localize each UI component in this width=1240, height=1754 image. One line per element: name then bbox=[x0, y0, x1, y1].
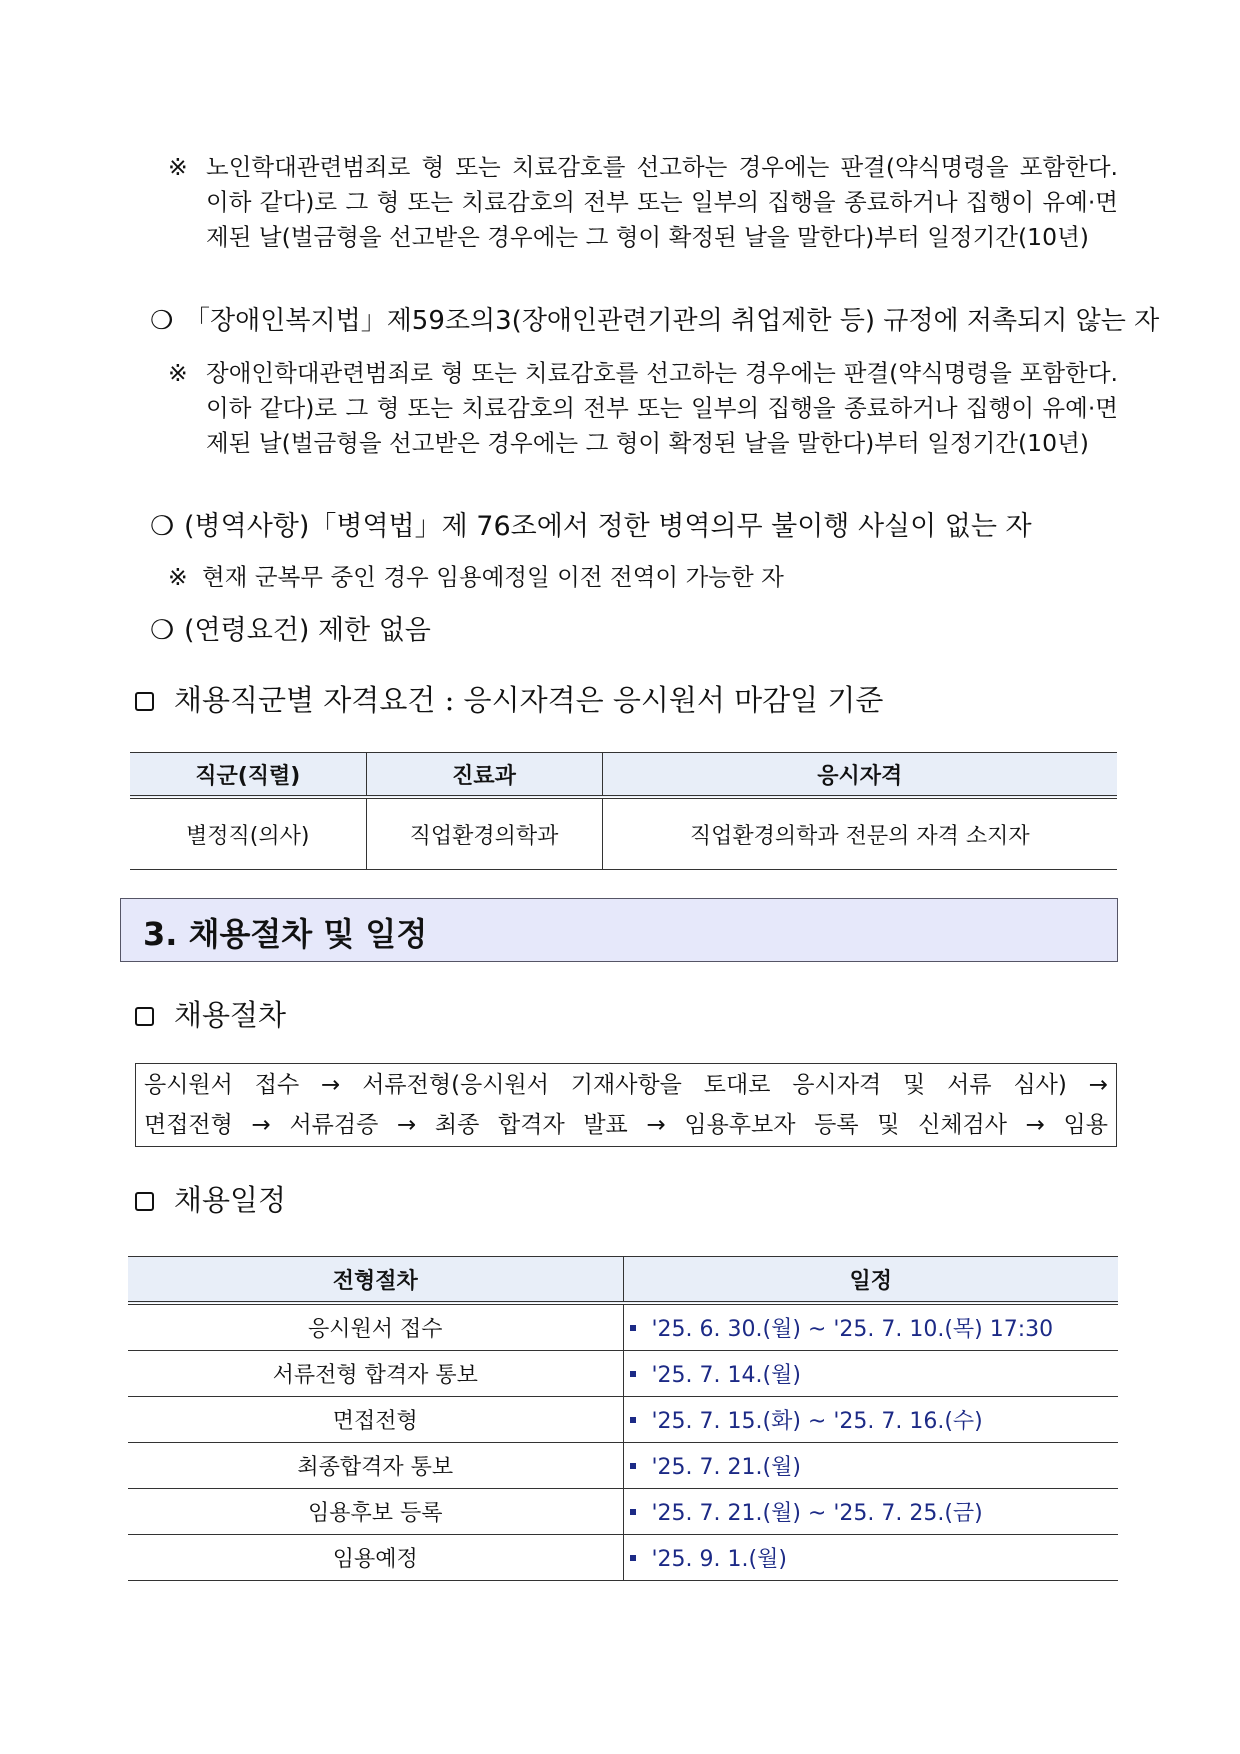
table-row bbox=[130, 797, 1117, 870]
qualification-table bbox=[130, 752, 1117, 870]
section-title: 3. 채용절차 및 일정 bbox=[143, 915, 428, 953]
bullet-square-icon bbox=[630, 1555, 636, 1561]
bullet-square-icon bbox=[630, 1371, 636, 1377]
schedule-date-cell bbox=[623, 1397, 1118, 1443]
heading-text: 채용일정 bbox=[174, 1183, 287, 1217]
heading-qualification bbox=[135, 680, 883, 720]
bullet-text: 「장애인복지법」제59조의3(장애인관련기관의 취업제한 등) 규정에 저촉되지 않는 자 bbox=[184, 306, 1160, 336]
table-row bbox=[128, 1351, 1118, 1397]
bullet-symbol: ❍ bbox=[150, 511, 175, 542]
table-cell: 직업환경의학과 bbox=[366, 797, 602, 870]
procedure-flow-box bbox=[135, 1063, 1117, 1147]
table-cell: 직업환경의학과 전문의 자격 소지자 bbox=[602, 797, 1117, 870]
checkbox-square-icon bbox=[135, 1192, 154, 1211]
column-header: 직군(직렬) bbox=[130, 753, 366, 798]
schedule-date: '25. 7. 21.(월) ~ '25. 7. 25.(금) bbox=[651, 1501, 983, 1526]
schedule-step: 최종합격자 통보 bbox=[128, 1443, 623, 1489]
bullet-square-icon bbox=[630, 1509, 636, 1515]
bullet-text: (연령요건) 제한 없음 bbox=[184, 615, 431, 646]
bullet-square-icon bbox=[630, 1417, 636, 1423]
heading-schedule bbox=[135, 1180, 286, 1220]
reference-mark: ※ bbox=[168, 359, 188, 387]
schedule-date: '25. 7. 15.(화) ~ '25. 7. 16.(수) bbox=[651, 1409, 983, 1434]
column-header: 전형절차 bbox=[128, 1257, 623, 1304]
table-row bbox=[128, 1535, 1118, 1581]
reference-mark: ※ bbox=[168, 563, 188, 591]
note-text: 현재 군복무 중인 경우 임용예정일 이전 전역이 가능한 자 bbox=[202, 563, 784, 591]
bullet-symbol: ❍ bbox=[150, 306, 174, 336]
heading-procedure bbox=[135, 995, 286, 1035]
bullet-square-icon bbox=[630, 1325, 636, 1331]
table-row bbox=[128, 1397, 1118, 1443]
heading-text: 채용절차 bbox=[174, 998, 287, 1032]
note-elder-abuse bbox=[168, 150, 1118, 255]
schedule-date-cell bbox=[623, 1351, 1118, 1397]
bullet-square-icon bbox=[630, 1463, 636, 1469]
note-disability-abuse bbox=[168, 356, 1118, 461]
schedule-step: 면접전형 bbox=[128, 1397, 623, 1443]
heading-text: 채용직군별 자격요건 : 응시자격은 응시원서 마감일 기준 bbox=[174, 683, 884, 717]
note-text: 장애인학대관련범죄로 형 또는 치료감호를 선고하는 경우에는 판결(약식명령을 포함한다. 이하 같다)로 그 형 또는 치료감호의 전부 또는 일부의 집행을 종료하거나 집행이 유예·면제된 날(벌금형을 선고받은 경우에는 그 형이 확정된 날을 말한다)부터 일정기간(10년) bbox=[206, 359, 1118, 457]
column-header: 응시자격 bbox=[602, 753, 1117, 798]
table-cell: 별정직(의사) bbox=[130, 797, 366, 870]
table-row bbox=[128, 1303, 1118, 1351]
procedure-line: 면접전형 → 서류검증 → 최종 합격자 발표 → 임용후보자 등록 및 신체검사 → 임용 bbox=[144, 1112, 1108, 1138]
schedule-date-cell bbox=[623, 1489, 1118, 1535]
schedule-date: '25. 9. 1.(월) bbox=[651, 1547, 787, 1572]
table-row bbox=[128, 1489, 1118, 1535]
checkbox-square-icon bbox=[135, 692, 154, 711]
schedule-date: '25. 7. 14.(월) bbox=[651, 1363, 801, 1388]
procedure-line: 응시원서 접수 → 서류전형(응시원서 기재사항을 토대로 응시자격 및 서류 심사) → bbox=[144, 1072, 1108, 1098]
bullet-text: (병역사항)「병역법」제 76조에서 정한 병역의무 불이행 사실이 없는 자 bbox=[184, 511, 1032, 542]
schedule-date: '25. 6. 30.(월) ~ '25. 7. 10.(목) 17:30 bbox=[651, 1317, 1054, 1342]
section-title-bar bbox=[120, 898, 1118, 962]
column-header: 진료과 bbox=[366, 753, 602, 798]
schedule-table bbox=[128, 1256, 1118, 1581]
note-military bbox=[168, 560, 1068, 595]
reference-mark: ※ bbox=[168, 153, 188, 181]
schedule-date-cell bbox=[623, 1535, 1118, 1581]
bullet-disability-law bbox=[150, 302, 1160, 340]
schedule-date-cell bbox=[623, 1443, 1118, 1489]
schedule-date: '25. 7. 21.(월) bbox=[651, 1455, 801, 1480]
table-row bbox=[128, 1443, 1118, 1489]
checkbox-square-icon bbox=[135, 1007, 154, 1026]
schedule-step: 임용후보 등록 bbox=[128, 1489, 623, 1535]
column-header: 일정 bbox=[623, 1257, 1118, 1304]
bullet-age bbox=[150, 612, 1120, 650]
bullet-military-service bbox=[150, 508, 1120, 546]
schedule-step: 서류전형 합격자 통보 bbox=[128, 1351, 623, 1397]
schedule-step: 응시원서 접수 bbox=[128, 1303, 623, 1351]
note-text: 노인학대관련범죄로 형 또는 치료감호를 선고하는 경우에는 판결(약식명령을 포함한다. 이하 같다)로 그 형 또는 치료감호의 전부 또는 일부의 집행을 종료하거나 집행이 유예·면제된 날(벌금형을 선고받은 경우에는 그 형이 확정된 날을 말한다)부터 일정기간(10년) bbox=[206, 153, 1118, 251]
table-header-row bbox=[128, 1257, 1118, 1304]
schedule-date-cell bbox=[623, 1303, 1118, 1351]
bullet-symbol: ❍ bbox=[150, 615, 175, 646]
table-header-row bbox=[130, 753, 1117, 798]
schedule-step: 임용예정 bbox=[128, 1535, 623, 1581]
